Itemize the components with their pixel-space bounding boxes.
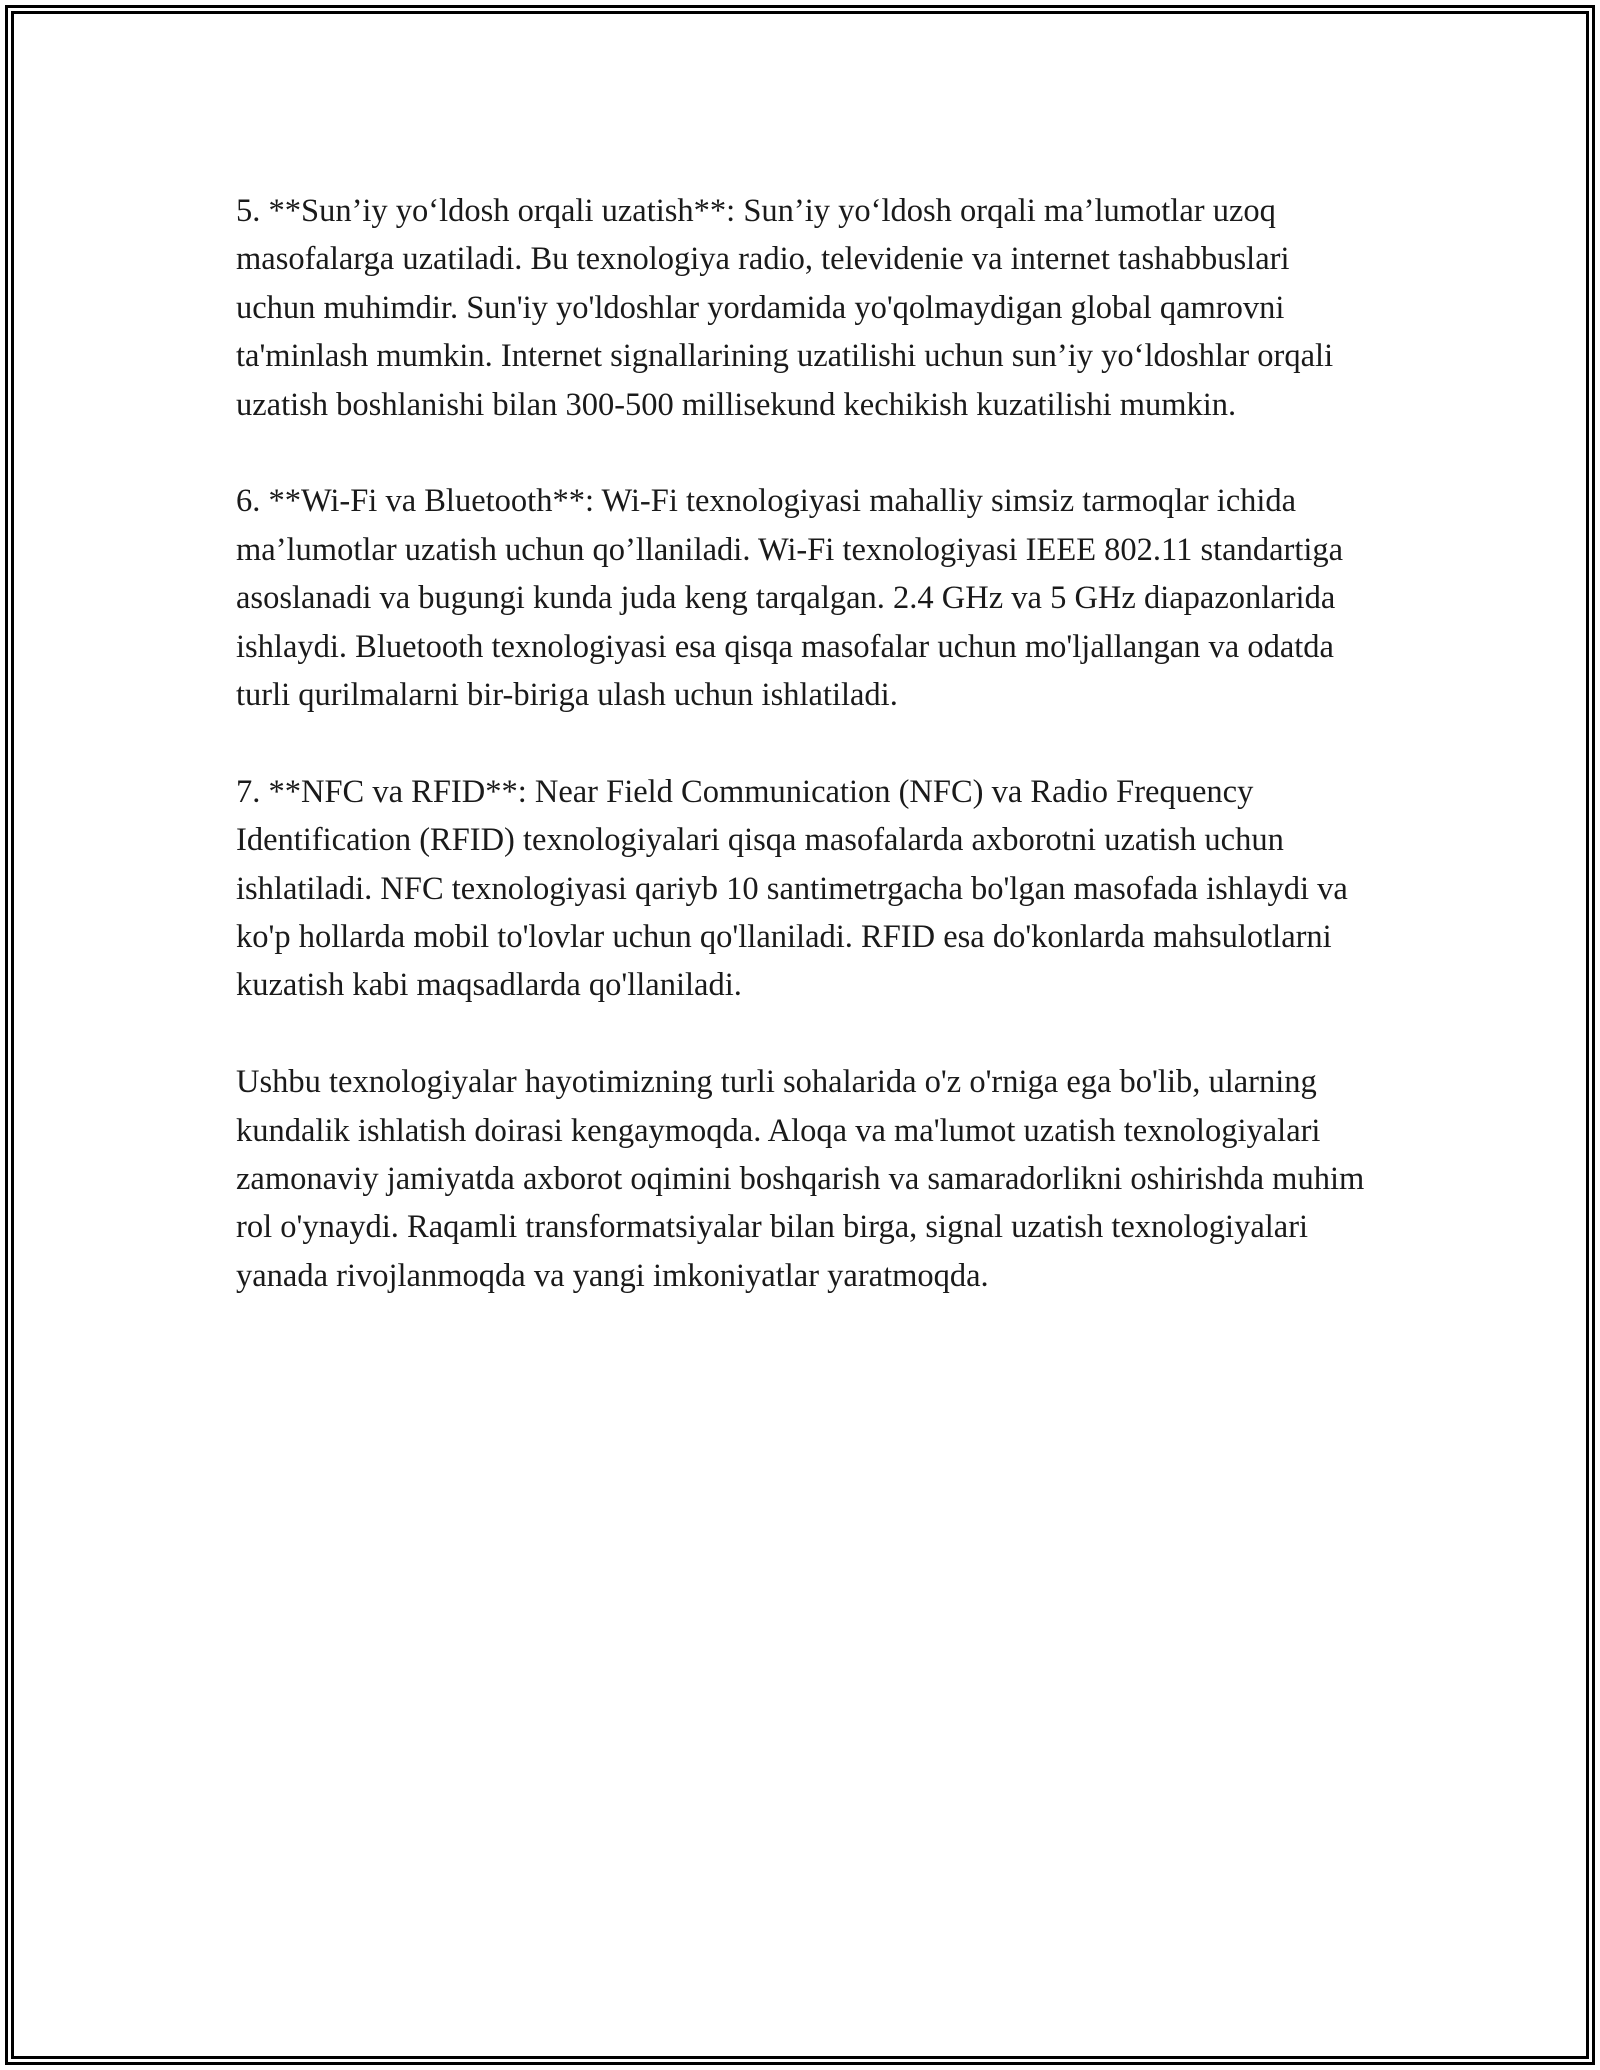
document-body — [236, 187, 1376, 1300]
paragraph-wifi-bluetooth: 6. **Wi-Fi va Bluetooth**: Wi-Fi texnologiyasi mahalliy simsiz tarmoqlar ichida ma’lumotlar uzatish uchun qo’llaniladi. Wi-Fi texnologiyasi IEEE 802.11 standartiga asoslanadi va bugungi kunda juda keng tarqalgan. 2.4 GHz va 5 GHz diapazonlarida ishlaydi. Bluetooth texnologiyasi esa qisqa masofalar uchun mo'ljallangan va odatda turli qurilmalarni bir-biriga ulash uchun ishlatiladi. — [236, 483, 1352, 714]
paragraph-satellite-transmission: 5. **Sun’iy yo‘ldosh orqali uzatish**: Sun’iy yo‘ldosh orqali ma’lumotlar uzoq masofalarga uzatiladi. Bu texnologiya radio, televidenie va internet tashabbuslari uchun muhimdir. Sun'iy yo'ldoshlar yordamida yo'qolmaydigan global qamrovni ta'minlash mumkin. Internet signallarining uzatilishi uchun sun’iy yo‘ldoshlar orqali uzatish boshlanishi bilan 300-500 millisekund kechikish kuzatilishi mumkin. — [236, 193, 1342, 423]
paragraph-nfc-rfid: 7. **NFC va RFID**: Near Field Communication (NFC) va Radio Frequency Identification (RFID) texnologiyalari qisqa masofalarda axborotni uzatish uchun ishlatiladi. NFC texnologiyasi qariyb 10 santimetrgacha bo'lgan masofada ishlaydi va ko'p hollarda mobil to'lovlar uchun qo'llaniladi. RFID esa do'konlarda mahsulotlarni kuzatish kabi maqsadlarda qo'llaniladi. — [236, 773, 1356, 1004]
paragraph-conclusion: Ushbu texnologiyalar hayotimizning turli sohalarida o'z o'rniga ega bo'lib, ularning kundalik ishlatish doirasi kengaymoqda. Aloqa va ma'lumot uzatish texnologiyalari zamonaviy jamiyatda axborot oqimini boshqarish va samaradorlikni oshirishda muhim rol o'ynaydi. Raqamli transformatsiyalar bilan birga, signal uzatish texnologiyalari yanada rivojlanmoqda va yangi imkoniyatlar yaratmoqda. — [236, 1064, 1373, 1294]
